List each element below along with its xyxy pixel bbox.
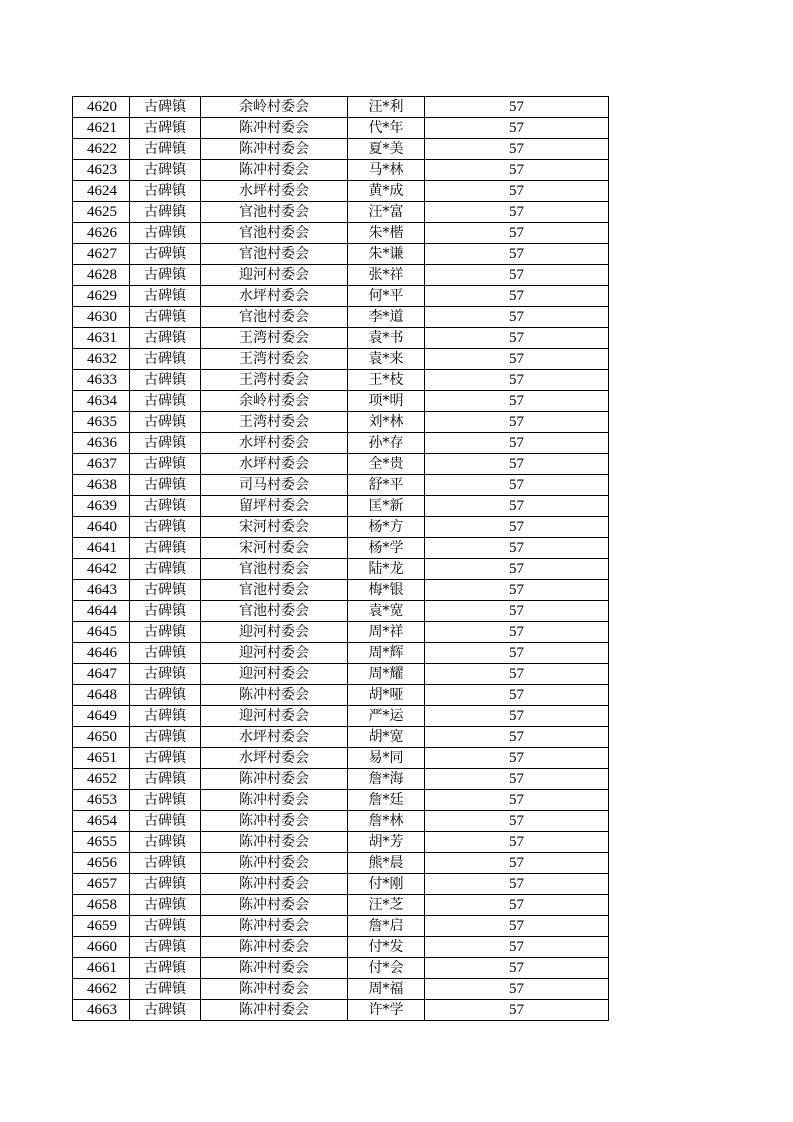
town-cell: 古碑镇 [130, 601, 201, 622]
town-cell: 古碑镇 [130, 790, 201, 811]
person-name-cell: 朱*楷 [348, 223, 425, 244]
person-name-cell: 舒*平 [348, 475, 425, 496]
table-row [73, 412, 609, 433]
village-committee-cell: 水坪村委会 [201, 286, 348, 307]
person-name-cell: 匡*新 [348, 496, 425, 517]
table-row [73, 307, 609, 328]
row-number-cell: 4643 [73, 580, 130, 601]
person-name-cell: 袁*宽 [348, 601, 425, 622]
row-number-cell: 4645 [73, 622, 130, 643]
person-name-cell: 袁*书 [348, 328, 425, 349]
person-name-cell: 李*道 [348, 307, 425, 328]
town-cell: 古碑镇 [130, 97, 201, 118]
score-cell: 57 [425, 706, 609, 727]
row-number-cell: 4640 [73, 517, 130, 538]
town-cell: 古碑镇 [130, 916, 201, 937]
town-cell: 古碑镇 [130, 496, 201, 517]
person-name-cell: 刘*林 [348, 412, 425, 433]
village-committee-cell: 官池村委会 [201, 244, 348, 265]
town-cell: 古碑镇 [130, 454, 201, 475]
town-cell: 古碑镇 [130, 727, 201, 748]
village-committee-cell: 陈冲村委会 [201, 685, 348, 706]
row-number-cell: 4651 [73, 748, 130, 769]
town-cell: 古碑镇 [130, 349, 201, 370]
row-number-cell: 4646 [73, 643, 130, 664]
table-row [73, 1000, 609, 1021]
village-committee-cell: 陈冲村委会 [201, 895, 348, 916]
village-committee-cell: 官池村委会 [201, 580, 348, 601]
row-number-cell: 4626 [73, 223, 130, 244]
table-row [73, 328, 609, 349]
village-committee-cell: 迎河村委会 [201, 706, 348, 727]
score-cell: 57 [425, 307, 609, 328]
score-cell: 57 [425, 685, 609, 706]
score-cell: 57 [425, 874, 609, 895]
row-number-cell: 4638 [73, 475, 130, 496]
person-name-cell: 周*辉 [348, 643, 425, 664]
village-committee-cell: 王湾村委会 [201, 328, 348, 349]
table-row [73, 895, 609, 916]
village-committee-cell: 王湾村委会 [201, 412, 348, 433]
row-number-cell: 4632 [73, 349, 130, 370]
town-cell: 古碑镇 [130, 370, 201, 391]
row-number-cell: 4636 [73, 433, 130, 454]
village-committee-cell: 陈冲村委会 [201, 118, 348, 139]
town-cell: 古碑镇 [130, 202, 201, 223]
town-cell: 古碑镇 [130, 265, 201, 286]
table-row [73, 265, 609, 286]
row-number-cell: 4624 [73, 181, 130, 202]
score-cell: 57 [425, 181, 609, 202]
row-number-cell: 4654 [73, 811, 130, 832]
person-name-cell: 詹*廷 [348, 790, 425, 811]
row-number-cell: 4663 [73, 1000, 130, 1021]
roster-table [72, 96, 609, 1021]
village-committee-cell: 官池村委会 [201, 601, 348, 622]
village-committee-cell: 司马村委会 [201, 475, 348, 496]
village-committee-cell: 迎河村委会 [201, 664, 348, 685]
person-name-cell: 袁*来 [348, 349, 425, 370]
score-cell: 57 [425, 895, 609, 916]
village-committee-cell: 陈冲村委会 [201, 811, 348, 832]
town-cell: 古碑镇 [130, 559, 201, 580]
score-cell: 57 [425, 286, 609, 307]
table-row [73, 601, 609, 622]
person-name-cell: 代*年 [348, 118, 425, 139]
village-committee-cell: 迎河村委会 [201, 622, 348, 643]
row-number-cell: 4649 [73, 706, 130, 727]
village-committee-cell: 陈冲村委会 [201, 832, 348, 853]
score-cell: 57 [425, 664, 609, 685]
row-number-cell: 4662 [73, 979, 130, 1000]
town-cell: 古碑镇 [130, 181, 201, 202]
row-number-cell: 4658 [73, 895, 130, 916]
town-cell: 古碑镇 [130, 118, 201, 139]
person-name-cell: 严*运 [348, 706, 425, 727]
row-number-cell: 4627 [73, 244, 130, 265]
row-number-cell: 4641 [73, 538, 130, 559]
person-name-cell: 夏*美 [348, 139, 425, 160]
table-row [73, 202, 609, 223]
table-row [73, 286, 609, 307]
score-cell: 57 [425, 391, 609, 412]
row-number-cell: 4642 [73, 559, 130, 580]
row-number-cell: 4661 [73, 958, 130, 979]
row-number-cell: 4622 [73, 139, 130, 160]
table-row [73, 811, 609, 832]
score-cell: 57 [425, 265, 609, 286]
person-name-cell: 周*耀 [348, 664, 425, 685]
row-number-cell: 4653 [73, 790, 130, 811]
town-cell: 古碑镇 [130, 244, 201, 265]
score-cell: 57 [425, 832, 609, 853]
row-number-cell: 4644 [73, 601, 130, 622]
town-cell: 古碑镇 [130, 832, 201, 853]
person-name-cell: 全*贵 [348, 454, 425, 475]
score-cell: 57 [425, 223, 609, 244]
town-cell: 古碑镇 [130, 664, 201, 685]
table-row [73, 454, 609, 475]
score-cell: 57 [425, 559, 609, 580]
row-number-cell: 4630 [73, 307, 130, 328]
village-committee-cell: 陈冲村委会 [201, 853, 348, 874]
row-number-cell: 4659 [73, 916, 130, 937]
person-name-cell: 詹*林 [348, 811, 425, 832]
table-row [73, 643, 609, 664]
town-cell: 古碑镇 [130, 328, 201, 349]
table-row [73, 496, 609, 517]
town-cell: 古碑镇 [130, 391, 201, 412]
table-row [73, 97, 609, 118]
person-name-cell: 陆*龙 [348, 559, 425, 580]
person-name-cell: 朱*谦 [348, 244, 425, 265]
person-name-cell: 汪*富 [348, 202, 425, 223]
town-cell: 古碑镇 [130, 433, 201, 454]
score-cell: 57 [425, 979, 609, 1000]
town-cell: 古碑镇 [130, 643, 201, 664]
person-name-cell: 胡*芳 [348, 832, 425, 853]
person-name-cell: 黄*成 [348, 181, 425, 202]
table-row [73, 769, 609, 790]
table-row [73, 832, 609, 853]
town-cell: 古碑镇 [130, 139, 201, 160]
table-row [73, 391, 609, 412]
town-cell: 古碑镇 [130, 517, 201, 538]
score-cell: 57 [425, 412, 609, 433]
table-row [73, 958, 609, 979]
town-cell: 古碑镇 [130, 685, 201, 706]
town-cell: 古碑镇 [130, 307, 201, 328]
town-cell: 古碑镇 [130, 769, 201, 790]
person-name-cell: 胡*宽 [348, 727, 425, 748]
town-cell: 古碑镇 [130, 748, 201, 769]
table-row [73, 517, 609, 538]
table-row [73, 874, 609, 895]
village-committee-cell: 陈冲村委会 [201, 958, 348, 979]
town-cell: 古碑镇 [130, 160, 201, 181]
table-row [73, 370, 609, 391]
person-name-cell: 杨*方 [348, 517, 425, 538]
score-cell: 57 [425, 790, 609, 811]
row-number-cell: 4634 [73, 391, 130, 412]
person-name-cell: 周*福 [348, 979, 425, 1000]
score-cell: 57 [425, 475, 609, 496]
table-row [73, 559, 609, 580]
person-name-cell: 付*发 [348, 937, 425, 958]
row-number-cell: 4652 [73, 769, 130, 790]
table-row [73, 853, 609, 874]
score-cell: 57 [425, 97, 609, 118]
table-row [73, 979, 609, 1000]
row-number-cell: 4650 [73, 727, 130, 748]
table-row [73, 181, 609, 202]
row-number-cell: 4620 [73, 97, 130, 118]
score-cell: 57 [425, 328, 609, 349]
row-number-cell: 4629 [73, 286, 130, 307]
village-committee-cell: 陈冲村委会 [201, 1000, 348, 1021]
person-name-cell: 汪*利 [348, 97, 425, 118]
row-number-cell: 4657 [73, 874, 130, 895]
village-committee-cell: 官池村委会 [201, 223, 348, 244]
village-committee-cell: 陈冲村委会 [201, 790, 348, 811]
row-number-cell: 4639 [73, 496, 130, 517]
table-row [73, 223, 609, 244]
row-number-cell: 4647 [73, 664, 130, 685]
village-committee-cell: 陈冲村委会 [201, 769, 348, 790]
village-committee-cell: 王湾村委会 [201, 349, 348, 370]
score-cell: 57 [425, 916, 609, 937]
town-cell: 古碑镇 [130, 580, 201, 601]
score-cell: 57 [425, 370, 609, 391]
row-number-cell: 4656 [73, 853, 130, 874]
town-cell: 古碑镇 [130, 853, 201, 874]
person-name-cell: 付*刚 [348, 874, 425, 895]
table-row [73, 727, 609, 748]
table-row [73, 706, 609, 727]
village-committee-cell: 水坪村委会 [201, 454, 348, 475]
town-cell: 古碑镇 [130, 223, 201, 244]
village-committee-cell: 余岭村委会 [201, 391, 348, 412]
town-cell: 古碑镇 [130, 538, 201, 559]
village-committee-cell: 宋河村委会 [201, 538, 348, 559]
person-name-cell: 何*平 [348, 286, 425, 307]
row-number-cell: 4633 [73, 370, 130, 391]
score-cell: 57 [425, 748, 609, 769]
village-committee-cell: 水坪村委会 [201, 727, 348, 748]
score-cell: 57 [425, 244, 609, 265]
score-cell: 57 [425, 580, 609, 601]
town-cell: 古碑镇 [130, 874, 201, 895]
village-committee-cell: 陈冲村委会 [201, 874, 348, 895]
person-name-cell: 张*祥 [348, 265, 425, 286]
town-cell: 古碑镇 [130, 937, 201, 958]
person-name-cell: 詹*启 [348, 916, 425, 937]
row-number-cell: 4635 [73, 412, 130, 433]
table-row [73, 475, 609, 496]
person-name-cell: 杨*学 [348, 538, 425, 559]
person-name-cell: 易*同 [348, 748, 425, 769]
score-cell: 57 [425, 622, 609, 643]
village-committee-cell: 留坪村委会 [201, 496, 348, 517]
village-committee-cell: 官池村委会 [201, 202, 348, 223]
village-committee-cell: 水坪村委会 [201, 433, 348, 454]
village-committee-cell: 陈冲村委会 [201, 979, 348, 1000]
town-cell: 古碑镇 [130, 706, 201, 727]
town-cell: 古碑镇 [130, 958, 201, 979]
person-name-cell: 汪*芝 [348, 895, 425, 916]
village-committee-cell: 余岭村委会 [201, 97, 348, 118]
table-row [73, 160, 609, 181]
village-committee-cell: 水坪村委会 [201, 181, 348, 202]
village-committee-cell: 陈冲村委会 [201, 937, 348, 958]
table-row [73, 538, 609, 559]
village-committee-cell: 陈冲村委会 [201, 160, 348, 181]
row-number-cell: 4623 [73, 160, 130, 181]
roster-table-body [73, 97, 609, 1021]
score-cell: 57 [425, 349, 609, 370]
score-cell: 57 [425, 139, 609, 160]
person-name-cell: 梅*银 [348, 580, 425, 601]
score-cell: 57 [425, 643, 609, 664]
table-row [73, 916, 609, 937]
town-cell: 古碑镇 [130, 1000, 201, 1021]
score-cell: 57 [425, 853, 609, 874]
score-cell: 57 [425, 202, 609, 223]
score-cell: 57 [425, 1000, 609, 1021]
person-name-cell: 詹*海 [348, 769, 425, 790]
row-number-cell: 4628 [73, 265, 130, 286]
score-cell: 57 [425, 433, 609, 454]
village-committee-cell: 官池村委会 [201, 307, 348, 328]
village-committee-cell: 官池村委会 [201, 559, 348, 580]
person-name-cell: 胡*哑 [348, 685, 425, 706]
village-committee-cell: 迎河村委会 [201, 265, 348, 286]
score-cell: 57 [425, 727, 609, 748]
score-cell: 57 [425, 811, 609, 832]
town-cell: 古碑镇 [130, 286, 201, 307]
person-name-cell: 王*枝 [348, 370, 425, 391]
town-cell: 古碑镇 [130, 979, 201, 1000]
row-number-cell: 4648 [73, 685, 130, 706]
village-committee-cell: 迎河村委会 [201, 643, 348, 664]
row-number-cell: 4621 [73, 118, 130, 139]
table-row [73, 748, 609, 769]
person-name-cell: 付*会 [348, 958, 425, 979]
row-number-cell: 4625 [73, 202, 130, 223]
row-number-cell: 4655 [73, 832, 130, 853]
village-committee-cell: 宋河村委会 [201, 517, 348, 538]
person-name-cell: 熊*晨 [348, 853, 425, 874]
town-cell: 古碑镇 [130, 895, 201, 916]
row-number-cell: 4631 [73, 328, 130, 349]
table-row [73, 244, 609, 265]
score-cell: 57 [425, 496, 609, 517]
town-cell: 古碑镇 [130, 811, 201, 832]
score-cell: 57 [425, 160, 609, 181]
village-committee-cell: 陈冲村委会 [201, 139, 348, 160]
row-number-cell: 4637 [73, 454, 130, 475]
table-row [73, 664, 609, 685]
score-cell: 57 [425, 937, 609, 958]
person-name-cell: 周*祥 [348, 622, 425, 643]
score-cell: 57 [425, 601, 609, 622]
score-cell: 57 [425, 538, 609, 559]
person-name-cell: 孙*存 [348, 433, 425, 454]
table-row [73, 937, 609, 958]
village-committee-cell: 王湾村委会 [201, 370, 348, 391]
town-cell: 古碑镇 [130, 622, 201, 643]
table-row [73, 139, 609, 160]
table-row [73, 790, 609, 811]
person-name-cell: 许*学 [348, 1000, 425, 1021]
score-cell: 57 [425, 769, 609, 790]
table-row [73, 433, 609, 454]
person-name-cell: 项*明 [348, 391, 425, 412]
table-row [73, 349, 609, 370]
table-row [73, 622, 609, 643]
table-row [73, 580, 609, 601]
score-cell: 57 [425, 517, 609, 538]
table-row [73, 118, 609, 139]
village-committee-cell: 陈冲村委会 [201, 916, 348, 937]
score-cell: 57 [425, 454, 609, 475]
score-cell: 57 [425, 958, 609, 979]
town-cell: 古碑镇 [130, 412, 201, 433]
score-cell: 57 [425, 118, 609, 139]
town-cell: 古碑镇 [130, 475, 201, 496]
village-committee-cell: 水坪村委会 [201, 748, 348, 769]
person-name-cell: 马*林 [348, 160, 425, 181]
row-number-cell: 4660 [73, 937, 130, 958]
table-row [73, 685, 609, 706]
